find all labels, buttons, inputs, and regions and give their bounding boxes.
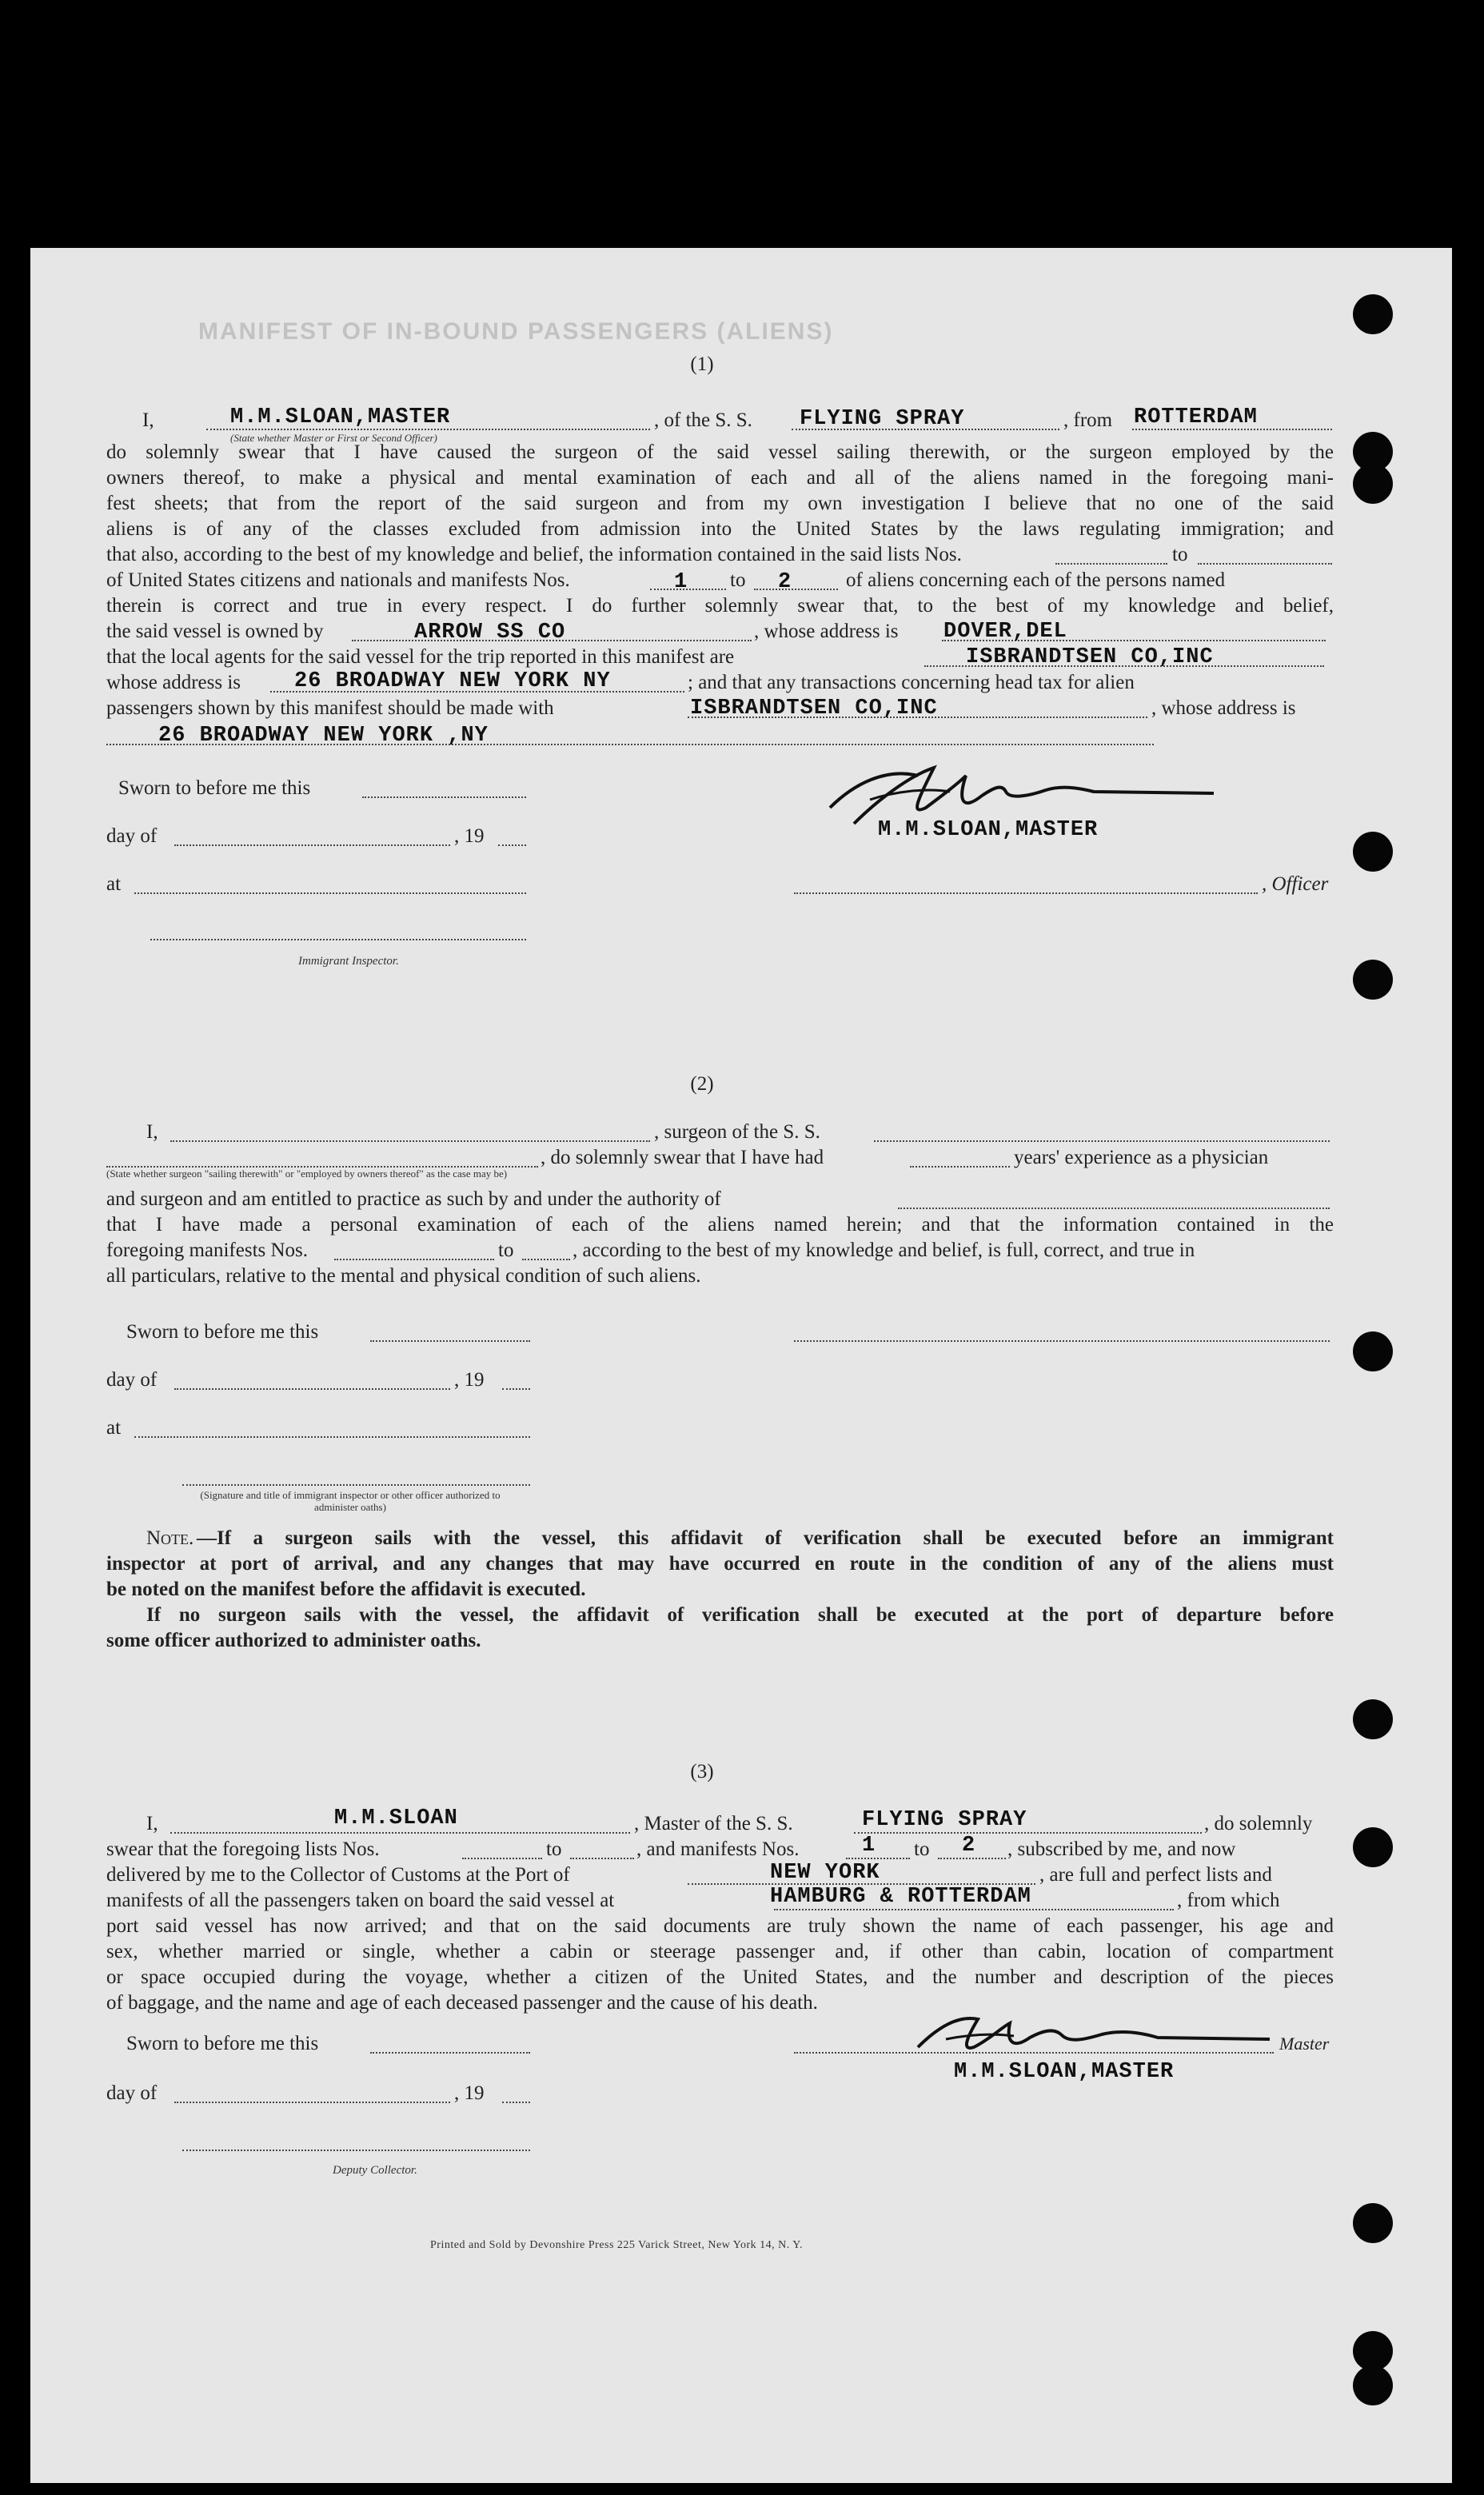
note-line-2: inspector at port of arrival, and any changes that may have occurred en route in the condition of any of the aliens must <box>106 1553 1334 1575</box>
section-3 <box>30 248 1452 2483</box>
officer-i: I, <box>142 409 154 431</box>
owner-address-label: , whose address is <box>754 621 899 642</box>
s1-line-11-rest: , whose address is <box>1151 697 1296 719</box>
s3-line-2a: swear that the foregoing lists Nos. <box>106 1838 380 1860</box>
s2-line-3: and surgeon and am entitled to practice as such by and under the authority of <box>106 1188 721 1210</box>
note-line-4: If no surgeon sails with the vessel, the affidavit of verification shall be executed at the port of departure before <box>146 1604 1334 1626</box>
note-label: Note. <box>146 1527 194 1549</box>
year-label: , 19 <box>454 825 485 847</box>
sworn-label: Sworn to before me this <box>126 1321 319 1343</box>
at-label: at <box>106 1417 122 1439</box>
s1-line-5: that also, according to the best of my knowledge and belief, the information contained in the said lists Nos. <box>106 544 962 565</box>
s1-line-8: the said vessel is owned by <box>106 621 324 642</box>
typed-headtax-party: ISBRANDTSEN CO,INC <box>690 697 938 721</box>
year-label: , 19 <box>454 1369 485 1391</box>
day-of-label: day of <box>106 1369 158 1391</box>
section-number: (2) <box>690 1073 714 1095</box>
typed-s3-signer: M.M.SLOAN,MASTER <box>954 2060 1175 2084</box>
typed-headtax-address: 26 BROADWAY NEW YORK ,NY <box>158 724 489 748</box>
s3-i: I, <box>146 1813 158 1834</box>
s3-line-3a: delivered by me to the Collector of Customs at the Port of <box>106 1864 570 1886</box>
signature-caption: (Signature and title of immigrant inspector or other officer authorized to administer oaths) <box>200 1489 501 1513</box>
s1-line-3: fest sheets; that from the report of the said surgeon and from my own investigation I believe that no one of the said <box>106 493 1334 514</box>
manifests-to: to <box>730 569 746 591</box>
typed-manifest-from: 1 <box>674 570 688 594</box>
sworn-label: Sworn to before me this <box>126 2033 319 2054</box>
collector-sig-field <box>182 2150 530 2151</box>
s3-line-4b: , from which <box>1177 1890 1280 1911</box>
section-number: (1) <box>690 353 714 375</box>
surgeon-swear: , do solemnly swear that I have had <box>541 1147 824 1168</box>
s3-line-7: or space occupied during the voyage, whether a citizen of the United States, and the number and description of the pieces <box>106 1966 1334 1988</box>
document-page <box>30 248 1452 2483</box>
bleed-through-text: MANIFEST OF IN-BOUND PASSENGERS (ALIENS) <box>198 318 834 345</box>
note-line-5: some officer authorized to administer oaths. <box>106 1630 481 1651</box>
typed-signer: M.M.SLOAN,MASTER <box>878 818 1099 842</box>
s3-line-8: of baggage, and the name and age of each deceased passenger and the cause of his death. <box>106 1992 818 2014</box>
day-field <box>174 2102 450 2103</box>
typed-s3-name: M.M.SLOAN <box>334 1806 458 1830</box>
s3-name-field <box>170 1832 630 1834</box>
typed-agent: ISBRANDTSEN CO,INC <box>966 645 1214 669</box>
typed-agent-address: 26 BROADWAY NEW YORK NY <box>294 669 611 693</box>
from-label: , from <box>1063 409 1113 431</box>
s1-line-7: therein is correct and true in every respect. I do further solemnly swear that, to the best of my knowledge and belief, <box>106 595 1334 617</box>
year-label: , 19 <box>454 2082 485 2104</box>
master-caption: Master <box>1279 2034 1330 2054</box>
collector-caption: Deputy Collector. <box>333 2164 417 2177</box>
sworn-label: Sworn to before me this <box>118 777 311 799</box>
s3-line-6: sex, whether married or single, whether a cabin or steerage passenger and, if other than cabin, location of compartment <box>106 1941 1334 1962</box>
s2-line-5-rest: , according to the best of my knowledge and belief, is full, correct, and true in <box>572 1240 1195 1261</box>
of-ss-label: , of the S. S. <box>654 409 752 431</box>
s3-line-3b: , are full and perfect lists and <box>1039 1864 1272 1886</box>
day-of-label: day of <box>106 2082 158 2104</box>
s3-lists-to-field <box>570 1858 634 1859</box>
officer-note: (State whether Master or First or Second Officer) <box>230 432 437 444</box>
section-number: (3) <box>690 1761 714 1782</box>
surgeon-i: I, <box>146 1121 158 1143</box>
officer-caption: , Officer <box>1262 873 1329 895</box>
year-field <box>502 2102 530 2103</box>
at-label: at <box>106 873 122 895</box>
typed-s3-port: NEW YORK <box>770 1861 880 1885</box>
s1-line-11: passengers shown by this manifest should be made with <box>106 697 554 719</box>
s2-line-5: foregoing manifests Nos. <box>106 1240 309 1261</box>
typed-owner: ARROW SS CO <box>414 621 566 645</box>
s1-line-9: that the local agents for the said vessel for the trip reported in this manifest are <box>106 646 735 668</box>
s1-line-1: do solemnly swear that I have caused the surgeon of the said vessel sailing therewith, or the surgeon employed by the <box>106 441 1334 463</box>
s3-lists-to: to <box>546 1838 562 1860</box>
s1-line-10: whose address is <box>106 672 241 693</box>
s1-line-4: aliens is of any of the classes excluded from admission into the United States by the laws regulating immigration; and <box>106 518 1334 540</box>
lists-to: to <box>1172 544 1188 565</box>
typed-manifest-to: 2 <box>778 570 792 594</box>
typed-vessel: FLYING SPRAY <box>800 407 965 431</box>
s3-line-4a: manifests of all the passengers taken on board the said vessel at <box>106 1890 615 1911</box>
typed-officer: M.M.SLOAN,MASTER <box>230 405 451 429</box>
inspector-caption: Immigrant Inspector. <box>298 955 399 968</box>
s2-line-4: that I have made a personal examination of each of the aliens named herein; and that the information contained in the <box>106 1214 1334 1236</box>
typed-from: ROTTERDAM <box>1134 405 1258 429</box>
note-line-3: be noted on the manifest before the affidavit is executed. <box>106 1579 586 1600</box>
note-line-1: —If a surgeon sails with the vessel, this affidavit of verification shall be executed before an immigrant <box>197 1527 1334 1549</box>
sworn-field <box>370 2052 530 2054</box>
s1-line-6-rest: of aliens concerning each of the persons named <box>846 569 1226 591</box>
surgeon-note: (State whether surgeon "sailing therewith" or "employed by owners thereof" as the case may be) <box>106 1168 508 1180</box>
s2-line-6: all particulars, relative to the mental and physical condition of such aliens. <box>106 1265 701 1287</box>
s3-solemnly: , do solemnly <box>1204 1813 1313 1834</box>
years-label: years' experience as a physician <box>1014 1147 1269 1168</box>
typed-s3-vessel: FLYING SPRAY <box>862 1808 1027 1832</box>
s3-line-5: port said vessel has now arrived; and that on the said documents are truly shown the name of each passenger, his age and <box>106 1915 1334 1937</box>
s3-line-2c: , subscribed by me, and now <box>1007 1838 1236 1860</box>
typed-owner-address: DOVER,DEL <box>943 620 1067 644</box>
s3-manifests-to: to <box>914 1838 930 1860</box>
s3-line-2b: , and manifests Nos. <box>636 1838 800 1860</box>
surgeon-of-ss: , surgeon of the S. S. <box>654 1121 820 1143</box>
s1-line-6: of United States citizens and nationals and manifests Nos. <box>106 569 570 591</box>
s3-manifests-from-field <box>846 1858 910 1859</box>
typed-s3-from: 1 <box>862 1834 876 1858</box>
printer-line: Printed and Sold by Devonshire Press 225 Varick Street, New York 14, N. Y. <box>430 2239 804 2251</box>
day-of-label: day of <box>106 825 158 847</box>
s1-line-10-rest: ; and that any transactions concerning head tax for alien <box>688 672 1135 693</box>
s3-lists-from-field <box>462 1858 542 1859</box>
master-sig-field <box>794 2052 1274 2054</box>
typed-s3-to: 2 <box>962 1834 976 1858</box>
s3-master-of-ss: , Master of the S. S. <box>634 1813 793 1834</box>
typed-s3-ports: HAMBURG & ROTTERDAM <box>770 1885 1031 1909</box>
s1-line-2: owners thereof, to make a physical and mental examination of each and all of the aliens named in the foregoing mani- <box>106 467 1334 489</box>
s2-nos-to: to <box>498 1240 514 1261</box>
